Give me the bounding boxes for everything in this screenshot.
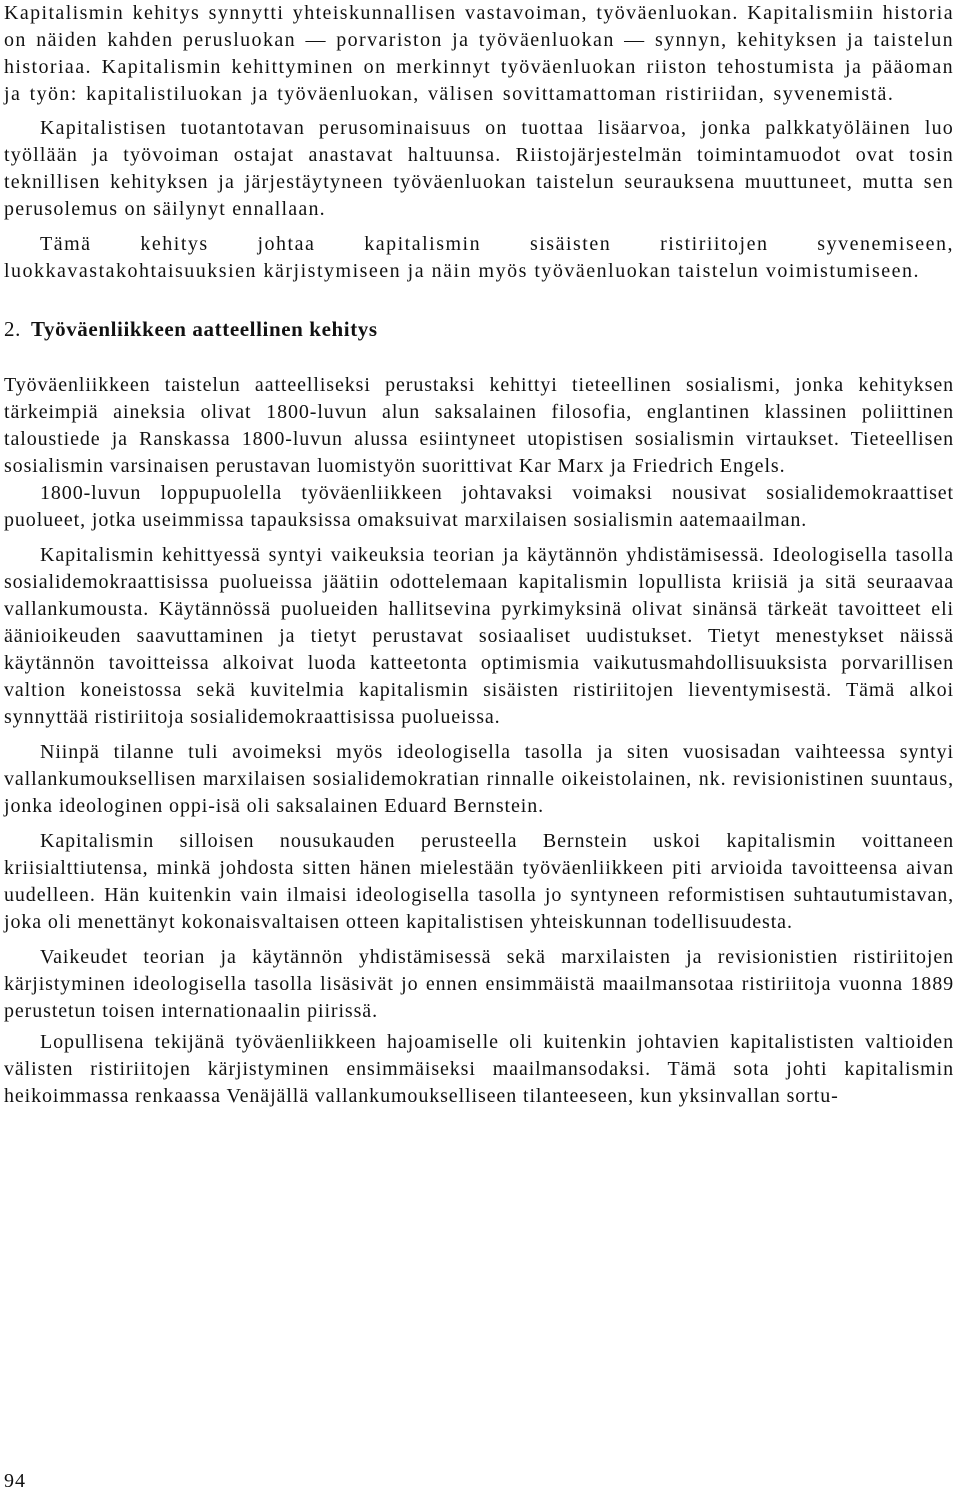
section-paragraph-4: Niinpä tilanne tuli avoimeksi myös ideologisella tasolla ja siten vuosisadan vaihteessa syntyi vallankumouksellisen marxilaisen sosialidemokratian rinnalle oikeistolainen, nk. revisionistinen suuntaus, jonka ideologinen oppi-isä oli saksalainen Eduard Bernstein.	[4, 741, 954, 817]
intro-paragraph-3: Tämä kehitys johtaa kapitalismin sisäisten ristiriitojen syvenemiseen, luokkavastakohtaisuuksien kärjistymiseen ja näin myös työväenluokan taistelun voimistumiseen.	[4, 233, 954, 282]
section-heading	[4, 317, 954, 342]
section-paragraph-6: Vaikeudet teorian ja käytännön yhdistämisessä sekä marxilaisten ja revisionistien ristiriitojen kärjistyminen ideologisella tasolla lisäsivät jo ennen ensimmäistä maailmansotaa ristiriitoja vuonna 1889 perustetun toisen internationaalin piirissä.	[4, 946, 954, 1022]
section-body	[4, 372, 954, 1110]
document-page	[4, 0, 954, 1110]
intro-section	[4, 0, 954, 285]
section-paragraph-5: Kapitalismin silloisen nousukauden perusteella Bernstein uskoi kapitalismin voittaneen kriisialttiutensa, minkä johdosta sitten hänen mielestään työväenliikkeen piti arvioida tavoitteensa aivan uudelleen. Hän kuitenkin vain ilmaisi ideologisella tasolla jo syntyneen reformistisen suhtautumistavan, joka oli menettänyt kokonaisvaltaisen otteen kapitalistisen yhteiskunnan todellisuudesta.	[4, 830, 954, 933]
intro-paragraph-2: Kapitalistisen tuotantotavan perusominaisuus on tuottaa lisäarvoa, jonka palkkatyöläinen luo työllään ja työvoiman ostajat anastavat haltuunsa. Riistojärjestelmän toimintamuodot ovat tosin teknillisen kehityksen ja järjestäytyneen työväenluokan taistelun seurauksena muuttuneet, mutta sen perusolemus on säilynyt ennallaan.	[4, 117, 954, 220]
section-paragraph-1: Työväenliikkeen taistelun aatteelliseksi perustaksi kehittyi tieteellinen sosialismi, jonka kehityksen tärkeimpiä aineksia olivat 1800-luvun alun saksalainen filosofia, englantinen klassinen poliittinen taloustiede ja Ranskassa 1800-luvun alussa esiintyneet utopistisen sosialismin virtaukset. Tieteellisen sosialismin varsinaisen perustavan luomistyön suorittivat Kar Marx ja Friedrich Engels.	[4, 374, 954, 477]
section-number: 2.	[4, 317, 21, 341]
section-paragraph-7: Lopullisena tekijänä työväenliikkeen hajoamiselle oli kuitenkin johtavien kapitalististen valtioiden välisten ristiriitojen kärjistyminen ensimmäiseksi maailmansodaksi. Tämä sota johti kapitalismin heikoimmassa renkaassa Venäjällä vallankumoukselliseen tilanteeseen, kun yksinvallan sortu-	[4, 1031, 954, 1107]
section-paragraph-3: Kapitalismin kehittyessä syntyi vaikeuksia teorian ja käytännön yhdistämisessä. Ideologisella tasolla sosialidemokraattisissa puolueissa jäätiin odottelemaan kapitalismin lopullista kriisiä ja sitä seuraavaa vallankumousta. Käytännössä puolueiden hallitsevina pyrkimyksinä olivat sinänsä tärkeät tavoitteet eli äänioikeuden saavuttaminen ja tietyt perustavat sosiaaliset uudistukset. Tietyt menestykset näissä käytännön tavoitteissa alkoivat luoda katteetonta optimismia vaikutusmahdollisuuksista porvarillisen valtion koneistossa sekä kuvitelmia kapitalismin sisäisten ristiriitojen lieventymisestä. Tämä alkoi synnyttää ristiriitoja sosialidemokraattisissa puolueissa.	[4, 544, 954, 728]
section-paragraph-2: 1800-luvun loppupuolella työväenliikkeen johtavaksi voimaksi nousivat sosialidemokraattiset puolueet, jotka useimmissa tapauksissa omaksuivat marxilaisen sosialismin aatemaailman.	[4, 482, 954, 531]
page-number: 94	[4, 1470, 26, 1492]
section-title: Työväenliikkeen aatteellinen kehitys	[30, 317, 378, 341]
intro-paragraph-1: Kapitalismin kehitys synnytti yhteiskunnallisen vastavoiman, työväenluokan. Kapitalismiin historia on näiden kahden perusluokan — porvariston ja työväenluokan — synnyn, kehityksen ja taistelun historiaa. Kapitalismin kehittyminen on merkinnyt työväenluokan riiston tehostumista ja pääoman ja työn: kapitalistiluokan ja työväenluokan, välisen sovittamattoman ristiriidan, syvenemistä.	[4, 2, 954, 105]
